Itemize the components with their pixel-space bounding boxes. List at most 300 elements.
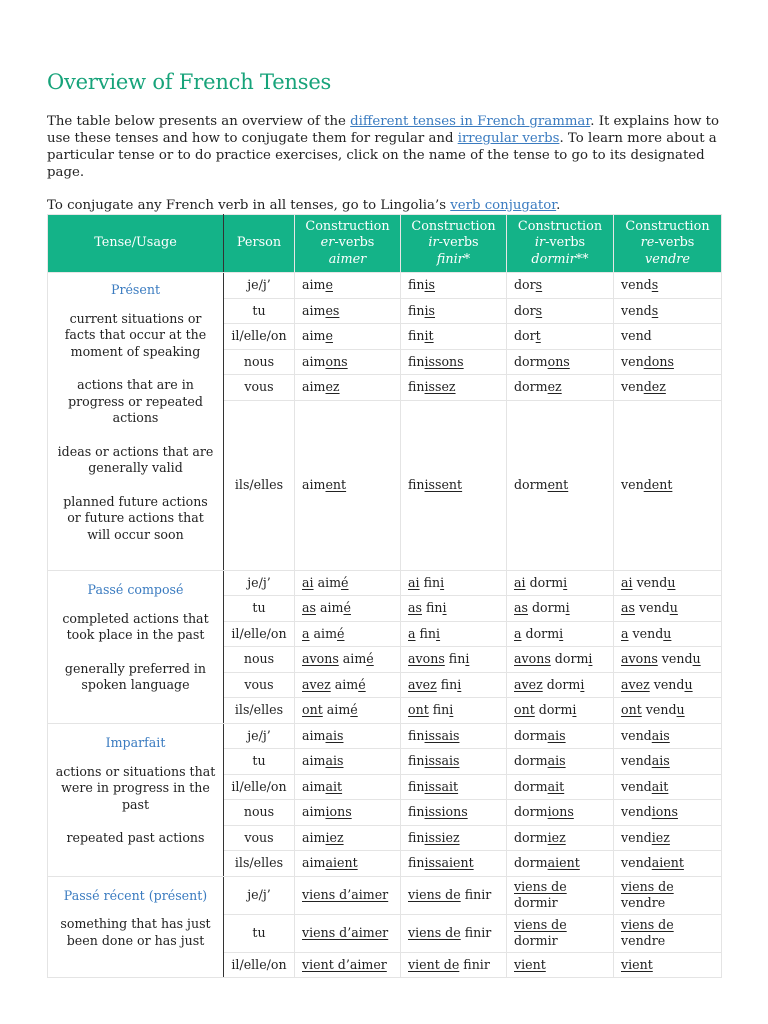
auxiliary: avez [621,676,650,692]
auxiliary: a [621,625,629,641]
header-sub: -verbs [654,235,695,251]
ending: s [535,277,543,292]
ending: e [325,277,333,292]
person-cell: je/j’ [224,723,295,749]
auxiliary: viens de [621,916,674,932]
conjugation-cell [401,621,507,647]
stem: vend [621,829,652,845]
header-person: Person [224,215,295,273]
stem: aim [302,379,326,394]
ending: u [663,625,672,641]
stem: fin [408,753,425,768]
ending: issons [424,353,464,369]
conjugation-cell [507,698,614,724]
conjugation-cell [507,273,614,299]
person-cell: tu [224,749,295,775]
stem: vend [621,804,652,819]
ending: ais [547,727,566,743]
header-re-verbs [614,215,722,273]
usage-text: actions or situations that were in progress in the past [55,763,216,812]
conjugation-cell [614,851,722,877]
auxiliary: avez [408,676,437,692]
ending: é [337,625,345,641]
conjugation-cell [295,349,401,375]
ending: u [684,676,693,692]
usage-text: ideas or actions that are generally valid [57,443,214,476]
stem: vend [645,702,677,717]
person-cell: il/elle/on [224,774,295,800]
person-cell: il/elle/on [224,621,295,647]
stem: fin [408,379,425,394]
conjugation-cell [507,851,614,877]
header-type: ir [428,235,439,251]
tense-table [47,214,722,978]
conjugation-cell [401,596,507,622]
header-verb: aimer [328,251,367,267]
usage-text: something that has just been done or has just [60,916,211,948]
stem: fin [440,676,458,692]
ending: i [465,651,470,666]
conjugation-cell [507,672,614,698]
stem: aim [302,328,326,343]
stem: dorm [514,353,548,369]
stem: dorm [554,651,589,666]
conjugation-cell [401,298,507,324]
conjugation-cell [614,914,722,952]
auxiliary: ai [514,574,526,590]
conjugation-cell [614,800,722,826]
link-different-tenses[interactable]: different tenses in French grammar [350,114,591,129]
intro-text: . To learn more about a particular tense or to do practice exercises, click on the name of the tense to go to its designated page. [47,131,717,180]
stem: vend [621,277,652,292]
header-ir-verbs-dormir [507,215,614,273]
auxiliary: viens de [621,878,674,894]
stem: vend [621,753,652,768]
header-label: Construction [517,218,603,234]
conjugation-cell [507,324,614,350]
stem: vend [621,778,652,794]
auxiliary: vient d’aimer [302,956,387,972]
table-row [48,570,722,596]
ending: es [325,302,340,318]
usage-text: generally preferred in spoken language [64,660,207,693]
ending: i [449,702,454,717]
stem: dorm [514,753,548,768]
stem: aim [313,625,338,641]
person-cell: vous [224,672,295,698]
stem: aim [302,302,326,318]
infinitive: vendre [621,933,666,948]
conjugation-cell [507,298,614,324]
header-type: ir [534,235,546,251]
conjugation-cell [614,596,722,622]
ending: dent [643,476,673,492]
person-cell: nous [224,349,295,375]
conjugation-cell [507,825,614,851]
conjugation-cell [295,825,401,851]
conjugation-cell [507,723,614,749]
stem: dorm [532,600,566,615]
conjugation-cell [295,375,401,401]
ending: iez [547,829,566,845]
infinitive: finir [459,956,490,972]
ending: s [651,302,659,318]
conjugation-cell [614,621,722,647]
auxiliary: vient [621,956,653,972]
intro-paragraph-2 [47,197,727,214]
conjugation-cell [295,914,401,952]
stem: fin [419,625,437,641]
conjugation-cell [401,647,507,673]
stem: aim [302,476,326,492]
conjugation-cell [295,672,401,698]
stem: aim [334,676,359,692]
stem: vend [621,727,652,743]
header-label: Construction [411,218,496,234]
stem: dorm [538,702,573,717]
stem: fin [408,328,425,343]
stem: aim [302,804,326,819]
conjugation-cell [614,298,722,324]
conjugation-cell [507,596,614,622]
conjugation-cell [295,774,401,800]
conjugation-cell [295,698,401,724]
conjugation-cell [295,851,401,877]
stem: fin [432,702,450,717]
stem: vend [621,328,652,343]
person-cell: vous [224,825,295,851]
conjugation-cell [614,570,722,596]
conjugation-cell [614,349,722,375]
conjugation-cell [295,324,401,350]
infinitive: finir [460,924,492,940]
stem: dorm [514,778,548,794]
header-sub: -verbs [545,235,586,251]
page-title: Overview of French Tenses [47,70,332,94]
stem: dorm [514,727,548,743]
conjugation-cell [507,400,614,570]
conjugation-cell [401,723,507,749]
conjugation-cell [614,672,722,698]
tense-usage-cell [48,723,224,876]
link-irregular-verbs[interactable]: irregular verbs [457,131,560,146]
stem: vend [639,600,670,615]
intro-text: . [556,198,561,213]
ending: dons [643,353,674,369]
tense-link[interactable]: Présent [110,282,161,298]
ending: ais [325,727,344,743]
usage-text: repeated past actions [66,830,205,846]
ending: ais [651,727,670,743]
header-verb: dormir** [531,251,589,267]
ending: i [563,574,568,590]
table-row [48,876,722,914]
stem: ven [621,476,644,492]
auxiliary: a [514,625,522,641]
ending: aient [547,855,580,870]
conjugation-cell [401,672,507,698]
conjugation-cell [401,324,507,350]
conjugation-cell [507,570,614,596]
usage-text: completed actions that took place in the past [62,610,209,643]
conjugation-cell [507,375,614,401]
auxiliary: ai [408,574,420,590]
ending: i [588,651,593,666]
stem: vend [653,676,685,692]
auxiliary: avez [302,676,331,692]
header-label: Construction [305,218,390,234]
ending: é [358,676,366,692]
ending: ais [547,753,566,768]
conjugation-cell [295,596,401,622]
stem: fin [408,804,425,819]
auxiliary: ont [621,702,642,717]
person-cell: nous [224,647,295,673]
ending: s [535,302,543,318]
conjugation-cell [507,647,614,673]
person-cell: nous [224,800,295,826]
tense-link[interactable]: Passé récent (présent) [63,887,208,903]
stem: fin [423,574,441,590]
stem: aim [317,574,342,590]
header-ir-verbs-finir [401,215,507,273]
ending: it [424,328,434,343]
usage-text: current situations or facts that occur at the moment of speaking [64,310,207,359]
stem: dorm [514,804,548,819]
table-header-row [48,215,722,273]
auxiliary: viens de [514,878,567,894]
auxiliary: ai [302,574,314,590]
stem: dorm [514,829,548,845]
stem: aim [302,753,326,768]
ending: ions [547,804,574,819]
auxiliary: avons [514,651,551,666]
ending: u [667,574,676,590]
conjugation-cell [295,400,401,570]
ending: issiez [424,829,460,845]
stem: fin [408,778,425,794]
tense-usage-cell [48,570,224,723]
stem: aim [302,727,326,743]
person-cell: je/j’ [224,570,295,596]
ending: é [366,651,374,666]
conjugation-cell [507,621,614,647]
header-sub: -verbs [334,235,375,251]
ending: ait [325,778,343,794]
auxiliary: a [302,625,310,641]
ending: dez [643,379,666,394]
conjugation-cell [401,749,507,775]
person-cell: tu [224,914,295,952]
tense-link[interactable]: Imparfait [105,735,166,751]
ending: i [559,625,564,641]
stem: vend [621,302,652,318]
auxiliary: avons [621,651,658,666]
conjugation-cell [614,774,722,800]
ending: issez [424,379,456,394]
ending: ais [325,753,344,768]
auxiliary: vient de [408,956,460,972]
conjugation-cell [614,952,722,978]
stem: aim [302,778,326,794]
header-verb: vendre [645,251,690,267]
stem: fin [408,855,425,870]
ending: i [442,600,447,615]
stem: aim [342,651,367,666]
ending: issent [424,476,463,492]
conjugation-cell [295,570,401,596]
ending: ait [547,778,565,794]
stem: fin [408,476,425,492]
conjugation-cell [614,324,722,350]
stem: dorm [529,574,564,590]
header-er-verbs [295,215,401,273]
stem: vend [661,651,693,666]
infinitive: dormir [514,895,558,910]
conjugation-cell [295,621,401,647]
conjugation-cell [614,825,722,851]
ending: issions [424,804,468,819]
conjugation-cell [401,952,507,978]
infinitive: vendre [621,895,666,910]
ending: issaient [424,855,474,870]
stem: ven [621,353,644,369]
link-verb-conjugator[interactable]: verb conjugator [450,198,557,213]
conjugation-cell [401,851,507,877]
conjugation-cell [401,800,507,826]
header-verb: finir* [436,251,471,267]
ending: é [350,702,358,717]
auxiliary: avons [302,651,339,666]
conjugation-cell [614,647,722,673]
ending: i [440,574,445,590]
ending: u [676,702,685,717]
infinitive: dormir [514,933,558,948]
conjugation-cell [614,400,722,570]
ending: ait [651,778,669,794]
auxiliary: viens d’aimer [302,924,389,940]
conjugation-cell [401,273,507,299]
auxiliary: ont [408,702,429,717]
ending: i [436,625,441,641]
conjugation-cell [401,400,507,570]
conjugation-cell [507,349,614,375]
ending: aient [325,855,358,870]
header-label: Construction [625,218,710,234]
conjugation-cell [401,825,507,851]
stem: aim [326,702,351,717]
header-type: er [320,235,335,251]
tense-usage-cell [48,273,224,571]
conjugation-cell [401,914,507,952]
stem: aim [302,829,326,845]
stem: fin [448,651,466,666]
stem: dorm [514,379,548,394]
conjugation-cell [295,273,401,299]
conjugation-cell [507,800,614,826]
auxiliary: as [302,600,316,615]
table-row [48,273,722,299]
stem: fin [408,727,425,743]
conjugation-cell [401,570,507,596]
intro-text: . It explains how to use these tenses and how to conjugate them for regular and [47,114,719,146]
conjugation-cell [507,749,614,775]
conjugation-cell [507,952,614,978]
stem: vend [632,625,664,641]
conjugation-cell [614,698,722,724]
ending: é [343,600,351,615]
auxiliary: avez [514,676,543,692]
ending: issais [424,753,460,768]
ending: ons [325,353,348,369]
auxiliary: as [514,600,528,615]
usage-text: planned future actions or future actions that will occur soon [63,493,208,542]
conjugation-cell [614,273,722,299]
stem: fin [408,302,425,318]
stem: ven [621,379,644,394]
stem: dor [514,277,536,292]
conjugation-cell [401,876,507,914]
person-cell: il/elle/on [224,324,295,350]
auxiliary: a [408,625,416,641]
tense-link[interactable]: Passé composé [87,582,184,598]
ending: ons [547,353,570,369]
stem: fin [426,600,443,615]
auxiliary: avons [408,651,445,666]
conjugation-cell [401,375,507,401]
person-cell: je/j’ [224,876,295,914]
ending: i [580,676,585,692]
stem: dor [514,328,536,343]
ending: i [457,676,462,692]
usage-text: actions that are in progress or repeated actions [68,377,203,426]
conjugation-cell [614,375,722,401]
intro [47,113,727,230]
infinitive: finir [460,886,492,902]
conjugation-cell [401,698,507,724]
ending: ez [325,379,340,394]
ending: i [572,702,577,717]
conjugation-cell [614,723,722,749]
ending: e [325,328,333,343]
auxiliary: vient [514,956,546,972]
ending: ent [547,476,569,492]
intro-text: The table below presents an overview of the [47,114,351,129]
stem: dorm [525,625,560,641]
stem: aim [320,600,344,615]
ending: issait [424,778,459,794]
conjugation-cell [507,774,614,800]
ending: ions [651,804,678,819]
ending: ez [547,379,562,394]
conjugation-cell [614,876,722,914]
conjugation-cell [295,723,401,749]
conjugation-cell [507,876,614,914]
person-cell: ils/elles [224,851,295,877]
ending: is [424,277,436,292]
intro-text: To conjugate any French verb in all tenses, go to Lingolia’s [47,198,451,213]
intro-paragraph-1 [47,113,727,181]
auxiliary: as [621,600,635,615]
auxiliary: viens de [408,886,461,902]
stem: aim [302,855,326,870]
conjugation-cell [295,800,401,826]
header-sub: -verbs [438,235,479,251]
auxiliary: as [408,600,422,615]
conjugation-cell [614,749,722,775]
ending: ent [325,476,347,492]
auxiliary: ont [302,702,323,717]
